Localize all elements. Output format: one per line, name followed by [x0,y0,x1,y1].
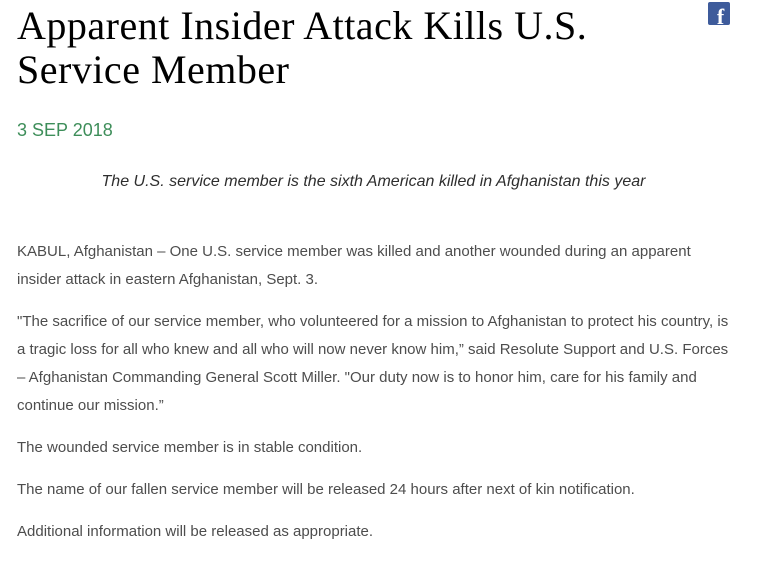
article-date: 3 SEP 2018 [17,120,113,140]
article-paragraph-3: The wounded service member is in stable condition. [17,439,363,456]
facebook-icon: f [716,4,725,25]
article-subtitle: The U.S. service member is the sixth American killed in Afghanistan this year [101,173,646,190]
article-paragraph-5: Additional information will be released as appropriate. [17,523,374,540]
article-paragraph-1: KABUL, Afghanistan – One U.S. service member was killed and another wounded during an apparent insider attack in eastern Afghanistan, Sept. 3. [17,243,691,288]
article-body [17,238,730,546]
article-paragraph-2: "The sacrifice of our service member, who volunteered for a mission to Afghanistan to protect his country, is a tragic loss for all who knew and all who will now never know him,” said Resolute Support and U.S. Forces – Afghanistan Commanding General Scott Miller. "Our duty now is to honor him, care for his family and continue our mission.” [17,313,729,414]
article-header [17,0,730,92]
article-title: Apparent Insider Attack Kills U.S. Service Member [17,3,588,92]
article-paragraph-4: The name of our fallen service member will be released 24 hours after next of kin notification. [17,481,635,498]
facebook-share-button[interactable] [708,2,730,25]
